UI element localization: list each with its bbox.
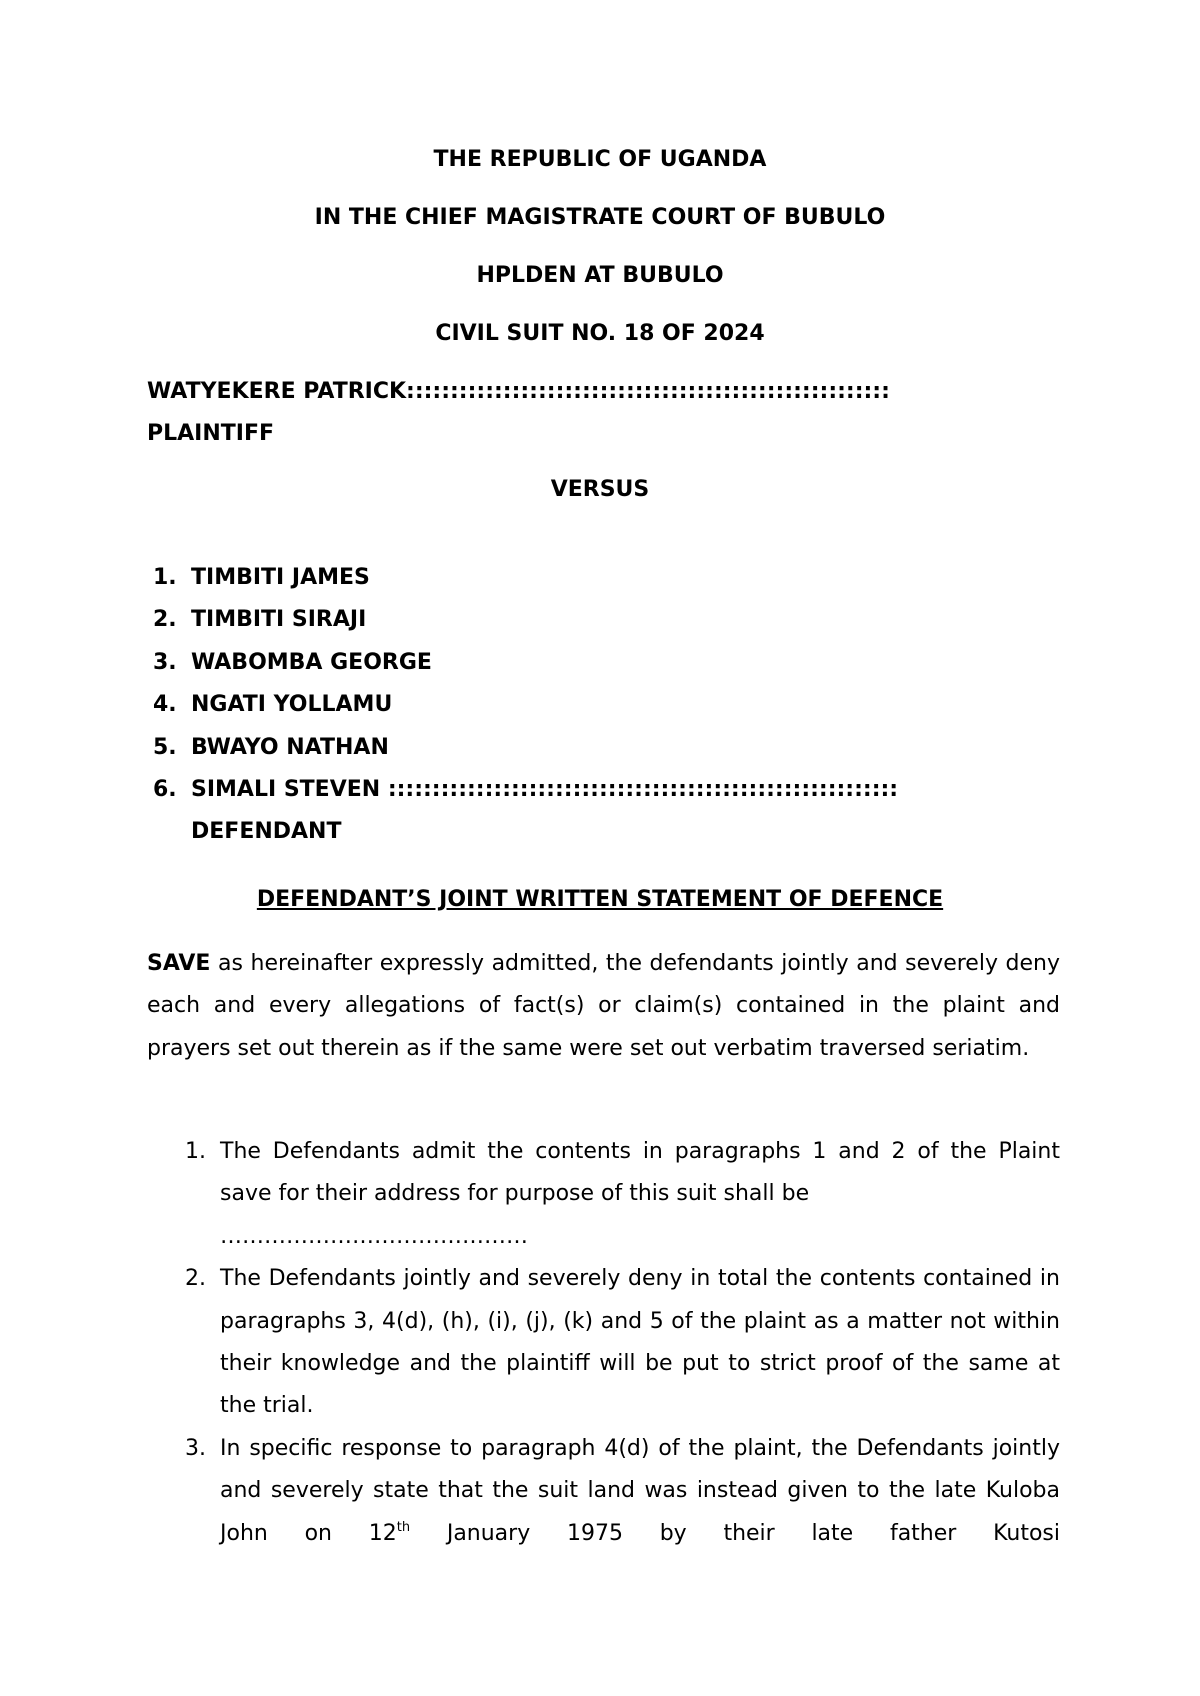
- defendant-number: 2.: [153, 607, 177, 633]
- defendant-number: 6.: [153, 776, 177, 802]
- list-item: [153, 733, 898, 775]
- document-title: DEFENDANT’S JOINT WRITTEN STATEMENT OF DEFENCE: [256, 887, 944, 912]
- defendant-role: DEFENDANT: [191, 818, 342, 844]
- defendants-list: [153, 563, 898, 859]
- intro-lead: SAVE: [147, 951, 211, 976]
- defendant-name: NGATI YOLLAMU: [191, 692, 393, 718]
- list-item: [153, 605, 898, 647]
- versus-heading: VERSUS: [550, 477, 650, 502]
- defendant-number: 1.: [153, 565, 177, 590]
- paragraph-item: [185, 1428, 1060, 1555]
- defendant-name: BWAYO NATHAN: [191, 734, 389, 760]
- holden-heading: HPLDEN AT BUBULO: [476, 263, 724, 288]
- ordinal-suffix: th: [396, 1519, 411, 1535]
- defendant-number: 5.: [153, 734, 177, 760]
- defendant-name: SIMALI STEVEN ::::::::::::::::::::::::::::::::::::::::::::::::::::::::::: [191, 776, 899, 802]
- paragraph-number: 3.: [185, 1435, 206, 1461]
- paragraph-number: 1.: [185, 1139, 206, 1164]
- court-heading: IN THE CHIEF MAGISTRATE COURT OF BUBULO: [314, 205, 886, 230]
- paragraph-text: The Defendants jointly and severely deny in total the contents contained in paragraphs 3, 4(d), (h), (i), (j), (k) and 5 of the plaint as a matter not within their knowledge and the plaintiff will be put to strict proof of the same at the trial.: [220, 1266, 1060, 1419]
- numbered-paragraphs: [185, 1131, 1060, 1555]
- defendant-name: TIMBITI JAMES: [191, 565, 370, 590]
- intro-text: as hereinafter expressly admitted, the defendants jointly and severely deny each and every allegations of fact(s) or claim(s) contained in the plaint and prayers set out therein as if the same were set out verbatim traversed seriatim.: [147, 951, 1060, 1061]
- list-item: [153, 690, 898, 732]
- defendant-number: 3.: [153, 649, 177, 675]
- paragraph-item: [185, 1131, 1060, 1258]
- defendant-name: WABOMBA GEORGE: [191, 649, 432, 675]
- defendant-number: 4.: [153, 692, 177, 718]
- paragraph-item: [185, 1258, 1060, 1428]
- republic-heading: THE REPUBLIC OF UGANDA: [433, 147, 767, 172]
- paragraph-text: In specific response to paragraph 4(d) of the plaint, the Defendants jointly and severely state that the suit land was instead given to the late Kuloba John on 12: [220, 1435, 1060, 1546]
- paragraph-number: 2.: [185, 1266, 206, 1292]
- list-item: [153, 563, 898, 605]
- list-item: [153, 648, 898, 690]
- intro-paragraph: [147, 943, 1060, 1070]
- plaintiff-role: PLAINTIFF: [147, 421, 275, 446]
- plaintiff-name: WATYEKERE PATRICK:::::::::::::::::::::::::::::::::::::::::::::::::::::::: [147, 379, 890, 404]
- defendant-name: TIMBITI SIRAJI: [191, 607, 367, 633]
- suit-number: CIVIL SUIT NO. 18 OF 2024: [435, 321, 765, 346]
- paragraph-text: The Defendants admit the contents in paragraphs 1 and 2 of the Plaint save for their address for purpose of this suit shall be: [220, 1139, 1060, 1207]
- paragraph-dots: ……………………………………: [220, 1223, 528, 1249]
- paragraph-text-continued: January 1975 by their late father Kutosi: [410, 1520, 1061, 1546]
- list-item: [153, 775, 898, 859]
